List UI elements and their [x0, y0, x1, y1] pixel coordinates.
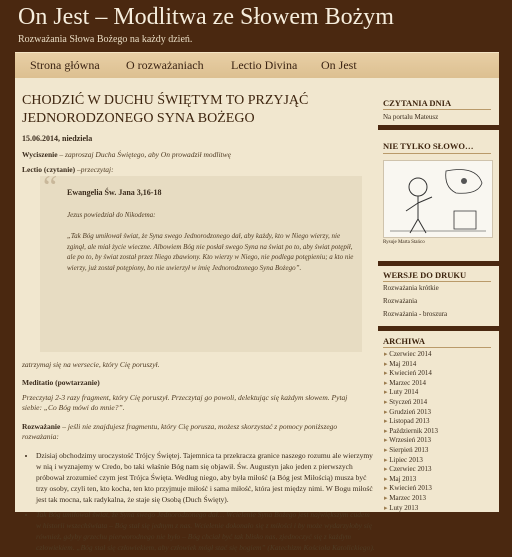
rozwazanie-label: Rozważanie [22, 422, 61, 431]
lectio-text: –przeczytaj: [75, 165, 114, 174]
archive-item[interactable]: ▸ Październik 2013 [384, 427, 438, 437]
archive-list [384, 350, 438, 513]
widget-title-nie-tylko: NIE TYLKO SŁOWO… [383, 141, 474, 151]
sidebar-separator [378, 326, 499, 331]
post-title[interactable]: CHODZIĆ W DUCHU ŚWIĘTYM TO PRZYJĄĆ JEDNORODZONEGO SYNA BOŻEGO [22, 93, 309, 126]
rozwazanie-paragraph [22, 422, 362, 442]
list-item: • Tak Bóg umiłował świat, że Syna swego Jednorodzonego dał… Wcielenie Syna Bożego jest największym cudem w historii wszechświata – Bóg stał się jednym z nas. Wcielenie dokonało się z miłości i by może wydarzyłoby się również, gdyby grzechu pierworodnego nie było – Bóg chciał być tak blisko nas, zjednoczyć się z każdym człowiekiem. „Bóg stał się człowiekiem, aby człowiek mógł stać się bogiem” (Katechizm Kościoła Katolickiego). [36, 509, 376, 553]
comic-image[interactable] [383, 160, 493, 238]
archive-item[interactable]: ▸ Luty 2014 [384, 388, 438, 398]
quote-intro: Jezus powiedział do Nikodema: [67, 211, 156, 219]
widget-title-czytania: CZYTANIA DNIA [383, 98, 452, 108]
archive-item[interactable]: ▸ Czerwiec 2014 [384, 350, 438, 360]
divider [383, 109, 491, 110]
sidebar-separator [378, 261, 499, 266]
archive-item[interactable]: ▸ Wrzesień 2013 [384, 436, 438, 446]
archive-item[interactable]: ▸ Lipiec 2013 [384, 456, 438, 466]
nav-item-home[interactable]: Strona główna [30, 58, 100, 72]
reflection-list [24, 450, 376, 557]
rozwazanie-text: – jeśli nie znajdujesz fragmentu, który Cię porusza, możesz skorzystać z pomocy poniższego rozważania: [22, 422, 338, 441]
wersje-link-rozwazania[interactable]: Rozważania [383, 297, 418, 305]
meditatio-label: Meditatio (powtarzanie) [22, 378, 100, 387]
lectio-label: Lectio (czytanie) [22, 165, 76, 174]
archive-item[interactable]: ▸ Kwiecień 2014 [384, 369, 438, 379]
archive-item[interactable]: ▸ Listopad 2013 [384, 417, 438, 427]
quote-mark-icon: “ [43, 168, 58, 204]
site-header [0, 0, 512, 52]
archive-item[interactable]: ▸ Maj 2014 [384, 360, 438, 370]
divider [383, 347, 491, 348]
archive-item[interactable]: ▸ Grudzień 2013 [384, 408, 438, 418]
list-item: • Dzisiaj obchodzimy uroczystość Trójcy Świętej. Tajemnica ta przekracza granice naszego rozumu ale wierzymy w nią i wyznajemy w Credo, bo taki właśnie Bóg nam się objawił. Św. Augustyn jako jeden z pierwszych próbował zrozumieć czym jest Trójca Święta. Według niego, aby była miłość (a Bóg jest Miłością) musza być trzy osoby, czyli ten, kto kocha, ten kto przyjmuje miłość i sama miłość, która jest między nimi. W Bogu miłość jest tak mocna, tak radykalna, że staje się Osobą (Duch Święty). [36, 450, 376, 505]
widget-title-wersje: WERSJE DO DRUKU [383, 270, 467, 280]
wyciszenie-label: Wyciszenie [22, 150, 58, 159]
sidebar-separator [378, 125, 499, 130]
after-quote-text: zatrzymaj się na wersecie, który Cię poruszył. [22, 360, 160, 369]
archive-item[interactable]: ▸ Marzec 2013 [384, 494, 438, 504]
wyciszenie-text: – zaproszaj Ducha Świętego, aby On prowadził modlitwę [57, 150, 231, 159]
archive-item[interactable]: ▸ Maj 2013 [384, 475, 438, 485]
quote-heading: Ewangelia Św. Jana 3,16-18 [67, 188, 162, 197]
meditatio-text: Przeczytaj 2-3 razy fragment, który Cię poruszył. Przeczytaj go powoli, delektując się każdym słowem. Pytaj siebie: „Co Bóg mówi do mnie?”. [22, 393, 348, 412]
archive-item[interactable]: ▸ Styczeń 2014 [384, 398, 438, 408]
quote-text: „Tak Bóg umiłował świat, że Syna swego Jednorodzonego dał, aby każdy, kto w Niego wierzy, nie zginął, ale miał życie wieczne. Albowiem Bóg nie posłał swego Syna na świat po to, aby świat potępił, ale po to, by świat został przez Niego zbawiony. Kto wierzy w Niego, nie podlega potępieniu; a kto nie wierzy, już został potępiony, bo nie uwierzył w imię Jednorodzonego Syna Bożego”. [67, 232, 354, 272]
wersje-link-broszura[interactable]: Rozważania - broszura [383, 310, 448, 318]
archive-item[interactable]: ▸ Kwiecień 2013 [384, 484, 438, 494]
site-tagline: Rozważania Słowa Bożego na każdy dzień. [18, 34, 193, 45]
divider [383, 281, 491, 282]
archive-item[interactable]: ▸ Luty 2013 [384, 504, 438, 514]
comic-drawing-icon [384, 161, 492, 237]
comic-caption: Rysuje Marta Stańco [383, 240, 425, 245]
post-area [15, 78, 375, 552]
divider [383, 153, 491, 154]
archive-item[interactable]: ▸ Marzec 2014 [384, 379, 438, 389]
wyciszenie-paragraph [22, 150, 231, 160]
sidebar [378, 78, 499, 512]
page-content [15, 78, 499, 552]
archive-item[interactable]: ▸ Czerwiec 2013 [384, 465, 438, 475]
main-nav [15, 52, 499, 79]
widget-title-archiwa: ARCHIWA [383, 336, 426, 346]
nav-item-about[interactable]: O rozważaniach [126, 58, 204, 72]
nav-item-on-jest[interactable]: On Jest [321, 58, 357, 72]
wersje-link-krotkie[interactable]: Rozważania krótkie [383, 284, 439, 292]
post-date: 15.06.2014, niedziela [22, 134, 93, 143]
nav-item-lectio-divina[interactable]: Lectio Divina [231, 58, 298, 72]
lectio-paragraph [22, 165, 114, 175]
archive-item[interactable]: ▸ Sierpień 2013 [384, 446, 438, 456]
site-title[interactable]: On Jest – Modlitwa ze Słowem Bożym [18, 4, 394, 30]
czytania-link[interactable]: Na portalu Mateusz [383, 113, 439, 121]
